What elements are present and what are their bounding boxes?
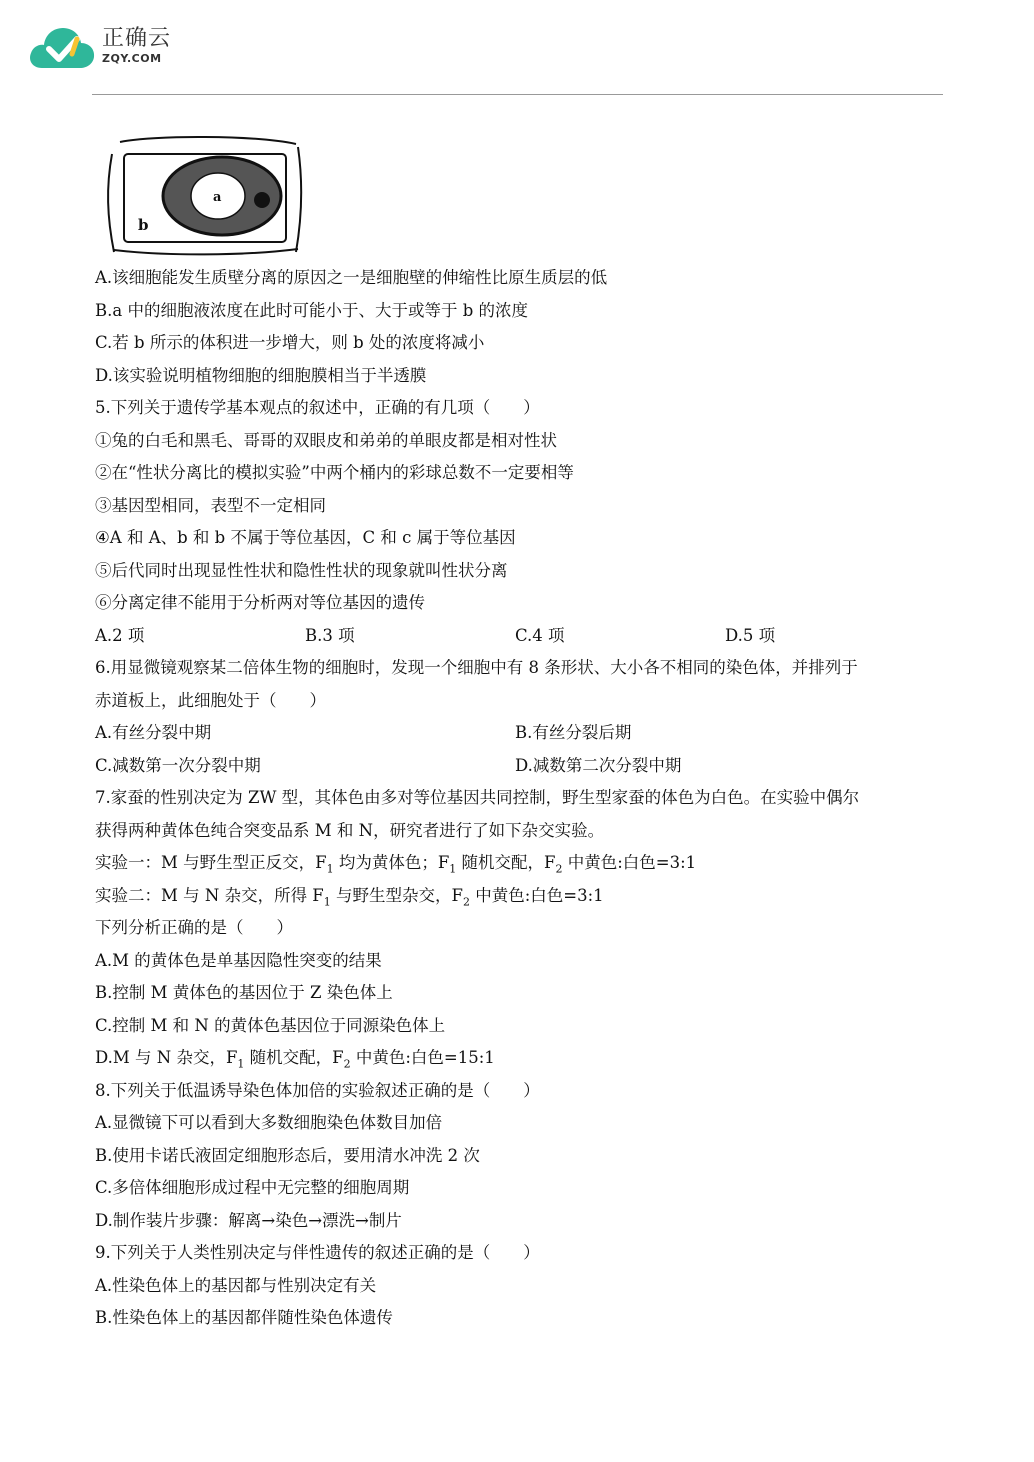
q8-stem: 8.下列关于低温诱导染色体加倍的实验叙述正确的是（ ） [95, 1080, 540, 1100]
q6-options-row1 [95, 717, 935, 750]
q4-option-a: A.该细胞能发生质壁分离的原因之一是细胞壁的伸缩性比原生质层的低 [95, 268, 608, 287]
label-a: a [213, 190, 222, 205]
q6-stem-line2: 赤道板上，此细胞处于（ ） [95, 690, 326, 710]
q6-option-c: C.减数第一次分裂中期 [95, 755, 261, 775]
q7-ask: 下列分析正确的是（ ） [95, 918, 293, 937]
q6-option-b: B.有丝分裂后期 [515, 723, 632, 742]
q5-statement-4: ④A 和 A、b 和 b 不属于等位基因，C 和 c 属于等位基因 [95, 528, 516, 547]
q7-stem-line1: 7.家蚕的性别决定为 ZW 型，其体色由多对等位基因共同控制，野生型家蚕的体色为白色。在实验中偶尔 [95, 788, 860, 807]
q8-option-c: C.多倍体细胞形成过程中无完整的细胞周期 [95, 1178, 410, 1197]
q7-stem-line2: 获得两种黄体色纯合突变品系 M 和 N，研究者进行了如下杂交实验。 [95, 820, 605, 840]
q8-option-d: D.制作装片步骤：解离→染色→漂洗→制片 [95, 1210, 402, 1230]
q4-option-b: B.a 中的细胞液浓度在此时可能小于、大于或等于 b 的浓度 [95, 300, 529, 320]
q7-experiment-2: 实验二：M 与 N 杂交，所得 $F_1$ 与野生型杂交，$F_2$ 中黄色:白色=3:1 [95, 885, 604, 908]
q7-option-b: B.控制 M 黄体色的基因位于 Z 染色体上 [95, 983, 393, 1002]
q4-option-d: D.该实验说明植物细胞的细胞膜相当于半透膜 [95, 365, 427, 385]
q5-statement-2: ②在“性状分离比的模拟实验”中两个桶内的彩球总数不一定要相等 [95, 463, 574, 482]
plasmolysis-cell-diagram [104, 132, 304, 257]
q5-statement-5: ⑤后代同时出现显性性状和隐性性状的现象就叫性状分离 [95, 560, 508, 580]
q4-option-c: C.若 b 所示的体积进一步增大，则 b 处的浓度将减小 [95, 333, 485, 352]
cloud-check-logo-icon [28, 24, 96, 74]
q7-experiment-1: 实验一：M 与野生型正反交，$F_1$ 均为黄体色；$F_1$ 随机交配，$F_2$ 中黄色:白色=3:1 [95, 853, 697, 876]
q9-stem: 9.下列关于人类性别决定与伴性遗传的叙述正确的是（ ） [95, 1243, 540, 1262]
q6-stem-line1: 6.用显微镜观察某二倍体生物的细胞时，发现一个细胞中有 8 条形状、大小各不相同的染色体，并排列于 [95, 658, 858, 677]
q5-option-a: A.2 项 [95, 625, 145, 645]
q5-stem: 5.下列关于遗传学基本观点的叙述中，正确的有几项（ ） [95, 398, 540, 417]
q7-option-c: C.控制 M 和 N 的黄体色基因位于同源染色体上 [95, 1015, 446, 1035]
q5-option-c: C.4 项 [515, 625, 565, 645]
q5-options [95, 620, 935, 653]
logo-english: ZQY.COM [102, 52, 162, 65]
q5-statement-1: ①兔的白毛和黑毛、哥哥的双眼皮和弟弟的单眼皮都是相对性状 [95, 430, 557, 450]
q7-option-d: D.M 与 N 杂交，$F_1$ 随机交配，$F_2$ 中黄色:白色=15:1 [95, 1048, 495, 1071]
q5-statement-3: ③基因型相同，表型不一定相同 [95, 495, 326, 515]
q8-option-a: A.显微镜下可以看到大多数细胞染色体数目加倍 [95, 1113, 443, 1132]
q6-option-a: A.有丝分裂中期 [95, 723, 212, 742]
q7-option-a: A.M 的黄体色是单基因隐性突变的结果 [95, 950, 382, 970]
q5-option-d: D.5 项 [725, 625, 776, 645]
q9-option-a: A.性染色体上的基因都与性别决定有关 [95, 1275, 377, 1295]
exam-content [95, 262, 935, 1335]
site-header [28, 22, 228, 78]
q9-option-b: B.性染色体上的基因都伴随性染色体遗传 [95, 1308, 393, 1327]
q5-statement-6: ⑥分离定律不能用于分析两对等位基因的遗传 [95, 593, 425, 612]
q6-options-row2 [95, 750, 935, 783]
label-b: b [138, 216, 149, 234]
logo-wordmark [102, 26, 171, 66]
header-divider [92, 94, 943, 95]
logo-chinese: 正确云 [102, 26, 172, 51]
q6-option-d: D.减数第二次分裂中期 [515, 755, 682, 775]
q8-option-b: B.使用卡诺氏液固定细胞形态后，要用清水冲洗 2 次 [95, 1145, 480, 1165]
q5-option-b: B.3 项 [305, 625, 355, 645]
